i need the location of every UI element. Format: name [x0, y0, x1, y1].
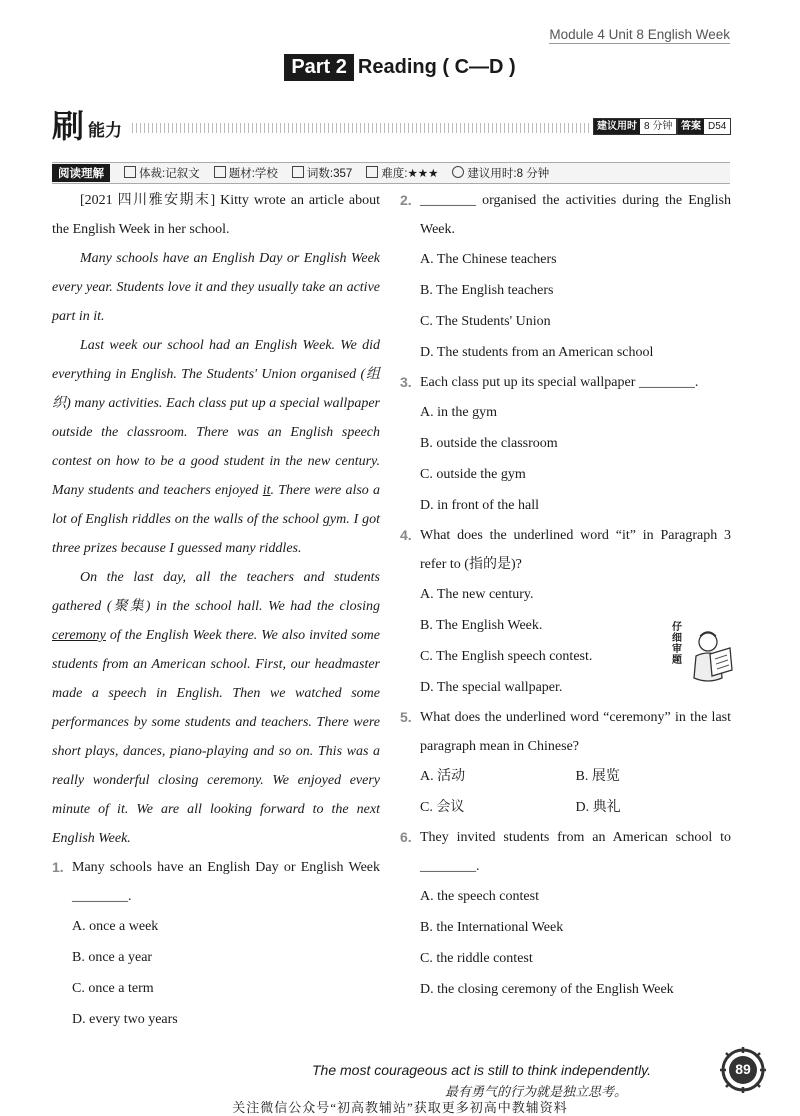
passage-paragraph-1: Many schools have an English Day or English Week every year. Students love it and they usually take an active part in it.	[52, 251, 380, 324]
question-number: 3.	[400, 374, 412, 390]
passage-source: [2021 四川雅安期末] Kitty wrote an article about the English Week in her school.	[52, 193, 380, 237]
option[interactable]: B. The English teachers	[420, 283, 554, 298]
decorative-strip	[132, 123, 592, 133]
footer-quote-cn: 最有勇气的行为就是独立思考。	[445, 1084, 628, 1099]
option[interactable]: D. The students from an American school	[420, 345, 654, 360]
option[interactable]: B. The English Week.	[420, 618, 543, 633]
question-number: 4.	[400, 527, 412, 543]
reader-icon	[686, 626, 734, 688]
p3-text-a: On the last day, all the teachers and students gathered (聚集) in the school hall. We had the closing	[52, 570, 380, 614]
option[interactable]: B. outside the classroom	[420, 436, 558, 451]
time-value: 8 分钟	[644, 121, 673, 132]
info-bar	[52, 162, 730, 184]
option[interactable]: C. The English speech contest.	[420, 649, 593, 664]
question-number: 1.	[52, 859, 64, 875]
option[interactable]: C. the riddle contest	[420, 951, 533, 966]
answer-key: 答案	[678, 119, 704, 134]
option[interactable]: C. 会议	[420, 800, 465, 815]
info-label: 阅读理解	[52, 164, 110, 182]
question-1	[52, 853, 380, 1035]
genre-info	[124, 165, 200, 181]
running-head: Module 4 Unit 8 English Week	[549, 27, 730, 42]
question-2	[400, 186, 731, 368]
question-stem: Each class put up its special wallpaper ________.	[420, 375, 699, 390]
answer-value: D54	[708, 121, 727, 132]
question-number: 2.	[400, 192, 412, 208]
question-stem: What does the underlined word “it” in Paragraph 3 refer to (指的是)?	[420, 528, 731, 572]
option[interactable]: A. The new century.	[420, 587, 534, 602]
option-row	[400, 761, 731, 792]
question-3	[400, 368, 731, 521]
topic-text: 题材:学校	[228, 168, 278, 180]
time-key: 建议用时	[594, 119, 640, 134]
option[interactable]: B. 展览	[575, 769, 620, 784]
chart-icon	[366, 166, 378, 178]
footer-quote-en: The most courageous act is still to think independently.	[312, 1062, 652, 1078]
question-number: 5.	[400, 709, 412, 725]
option[interactable]: B. once a year	[72, 950, 153, 965]
option[interactable]: A. the speech contest	[420, 889, 539, 904]
option[interactable]: A. in the gym	[420, 405, 497, 420]
footer-note: 关注微信公众号“初高教辅站”获取更多初高中教辅资料	[232, 1100, 568, 1115]
option[interactable]: D. The special wallpaper.	[420, 680, 563, 695]
passage-paragraph-3	[52, 563, 380, 853]
words-info	[292, 165, 352, 181]
option[interactable]: D. in front of the hall	[420, 498, 539, 513]
underlined-ceremony: ceremony	[52, 628, 106, 643]
part-badge: Part 2	[284, 54, 354, 81]
answer-tag	[677, 118, 731, 135]
question-stem: ________ organised the activities during the English Week.	[420, 193, 731, 237]
question-5	[400, 703, 731, 823]
part-title-text: Reading ( C—D )	[357, 56, 516, 78]
difficulty-info	[366, 165, 438, 181]
words-text: 词数:357	[306, 168, 353, 180]
p2-text-a: Last week our school had an English Week. We did everything in English. The Students' Union organised (组织) many activities. Each class put up a special wallpaper outside the classroom. There was an English speech contest on how to be a good student in the new century. Many students and teachers enjoyed	[52, 338, 380, 498]
p2-text-b: . There were also a lot of English riddles on the walls of the school gym. I got three prizes because I guessed many riddles.	[52, 483, 380, 556]
option[interactable]: A. once a week	[72, 919, 159, 934]
pen-icon	[292, 166, 304, 178]
topic-icon	[214, 166, 226, 178]
question-number: 6.	[400, 829, 412, 845]
time-tag	[593, 118, 677, 135]
option[interactable]: D. 典礼	[575, 800, 621, 815]
page-number-badge	[720, 1047, 766, 1093]
underlined-it: it	[262, 483, 271, 498]
option[interactable]: D. the closing ceremony of the English Week	[420, 982, 674, 997]
part-title	[0, 54, 800, 81]
passage-paragraph-2	[52, 331, 380, 563]
right-column	[400, 186, 731, 1005]
brand-char: 刷	[52, 108, 85, 144]
genre-text: 体裁:记叙文	[139, 168, 200, 180]
option-row	[400, 792, 731, 823]
careful-reading-sticker	[672, 622, 734, 692]
option[interactable]: C. once a term	[72, 981, 154, 996]
time-text: 建议用时:8 分钟	[467, 168, 550, 180]
option[interactable]: C. The Students' Union	[420, 314, 551, 329]
question-stem: They invited students from an American school to ________.	[420, 830, 731, 874]
sticker-text: 仔细审题	[672, 622, 682, 666]
p3-text-b: of the English Week there. We also invited some students from an American school. First, our headmaster made a speech in English. Then we watched some performances by some students and teachers. There were short plays, dances, piano-playing and so on. This was a really wonderful closing ceremony. We enjoyed every minute of it. We are all looking forward to the next English Week.	[52, 628, 380, 846]
question-stem: What does the underlined word “ceremony” in the last paragraph mean in Chinese?	[420, 710, 731, 754]
topic-info	[214, 165, 278, 181]
time-info	[452, 165, 549, 181]
page-number: 89	[735, 1061, 751, 1077]
clock-icon	[452, 166, 464, 178]
book-icon	[124, 166, 136, 178]
difficulty-text: 难度:★★★	[381, 168, 439, 180]
brand-word: 能力	[88, 121, 122, 140]
question-6	[400, 823, 731, 1005]
option[interactable]: D. every two years	[72, 1012, 178, 1027]
option[interactable]: A. The Chinese teachers	[420, 252, 557, 267]
option[interactable]: A. 活动	[420, 769, 466, 784]
question-stem: Many schools have an English Day or English Week ________.	[72, 860, 380, 904]
left-column	[52, 186, 380, 1035]
section-band	[52, 108, 732, 144]
option[interactable]: B. the International Week	[420, 920, 564, 935]
option[interactable]: C. outside the gym	[420, 467, 526, 482]
